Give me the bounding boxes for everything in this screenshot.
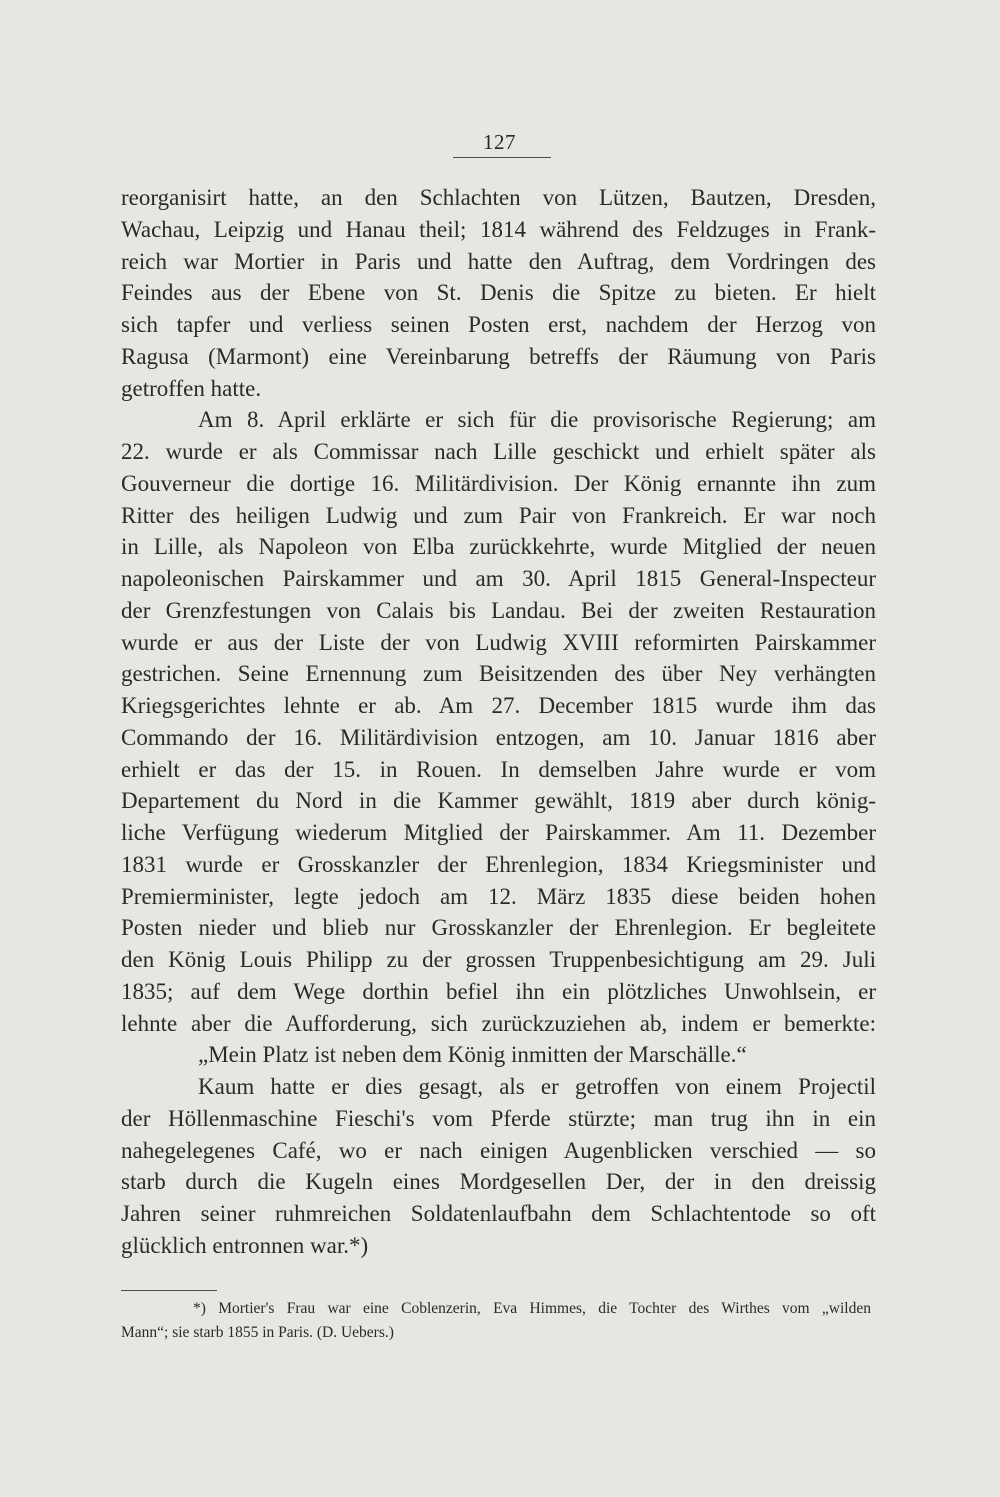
text-line: Commando der 16. Militärdivision entzogen, am 10. Januar 1816 aber <box>121 724 876 750</box>
header-rule <box>453 157 551 158</box>
footnote-line: Mann“; sie starb 1855 in Paris. (D. Uebers.) <box>121 1324 394 1341</box>
text-line: glücklich entronnen war.*) <box>121 1232 369 1258</box>
text-line: gestrichen. Seine Ernennung zum Beisitzenden des über Ney verhängten <box>121 661 876 687</box>
text-line: der Grenzfestungen von Calais bis Landau. Bei der zweiten Restauration <box>121 597 876 623</box>
footnote-rule <box>121 1290 217 1291</box>
text-line: 1835; auf dem Wege dorthin befiel ihn ein plötzliches Unwohlsein, er <box>121 978 876 1004</box>
text-line: wurde er aus der Liste der von Ludwig XVIII reformirten Pairskammer <box>121 629 876 655</box>
text-line: Ritter des heiligen Ludwig und zum Pair von Frankreich. Er war noch <box>121 502 876 528</box>
quote-line: „Mein Platz ist neben dem König inmitten der Marschälle.“ <box>198 1042 747 1068</box>
body-text <box>121 182 876 1262</box>
text-line: reich war Mortier in Paris und hatte den Auftrag, dem Vordringen des <box>121 248 876 274</box>
text-line: Wachau, Leipzig und Hanau theil; 1814 während des Feldzuges in Frank- <box>121 216 876 242</box>
footnote-line: *) Mortier's Frau war eine Coblenzerin, Eva Himmes, die Tochter des Wirthes vom „wilden <box>193 1300 871 1317</box>
text-line: Feindes aus der Ebene von St. Denis die Spitze zu bieten. Er hielt <box>121 280 876 306</box>
text-line: napoleonischen Pairskammer und am 30. April 1815 General-Inspecteur <box>121 566 876 591</box>
text-line: den König Louis Philipp zu der grossen Truppenbesichtigung am 29. Juli <box>121 947 876 972</box>
text-line: sich tapfer und verliess seinen Posten erst, nachdem der Herzog von <box>121 312 876 337</box>
text-line: in Lille, als Napoleon von Elba zurückkehrte, wurde Mitglied der neuen <box>121 534 876 560</box>
text-line: Jahren seiner ruhmreichen Soldatenlaufbahn dem Schlachtentode so oft <box>121 1201 876 1226</box>
text-line: Am 8. April erklärte er sich für die provisorische Regierung; am <box>198 407 876 433</box>
text-line: Premierminister, legte jedoch am 12. März 1835 diese beiden hohen <box>121 883 876 909</box>
text-line: Posten nieder und blieb nur Grosskanzler der Ehrenlegion. Er begleitete <box>121 915 876 941</box>
text-line: Kaum hatte er dies gesagt, als er getroffen von einem Projectil <box>198 1074 876 1099</box>
text-line: 22. wurde er als Commissar nach Lille geschickt und erhielt später als <box>121 439 876 464</box>
footnote <box>121 1297 871 1345</box>
text-line: liche Verfügung wiederum Mitglied der Pairskammer. Am 11. Dezember <box>121 820 876 845</box>
text-line: getroffen hatte. <box>121 375 262 401</box>
text-line: nahegelegenes Café, wo er nach einigen Augenblicken verschied — so <box>121 1137 876 1163</box>
text-line: lehnte aber die Aufforderung, sich zurückzuziehen ab, indem er bemerkte: <box>121 1010 876 1036</box>
text-line: reorganisirt hatte, an den Schlachten von Lützen, Bautzen, Dresden, <box>121 185 876 210</box>
text-line: 1831 wurde er Grosskanzler der Ehrenlegion, 1834 Kriegsminister und <box>121 851 876 877</box>
text-line: der Höllenmaschine Fieschi's vom Pferde stürzte; man trug ihn in ein <box>121 1105 876 1131</box>
text-line: Gouverneur die dortige 16. Militärdivision. Der König ernannte ihn zum <box>121 470 876 496</box>
text-line: Ragusa (Marmont) eine Vereinbarung betreffs der Räumung von Paris <box>121 343 876 369</box>
text-line: erhielt er das der 15. in Rouen. In demselben Jahre wurde er vom <box>121 756 876 782</box>
text-line: starb durch die Kugeln eines Mordgesellen Der, der in den dreissig <box>121 1169 876 1195</box>
text-line: Kriegsgerichtes lehnte er ab. Am 27. December 1815 wurde ihm das <box>121 693 876 718</box>
text-line: Departement du Nord in die Kammer gewählt, 1819 aber durch könig- <box>121 788 876 814</box>
page-number: 127 <box>483 130 516 154</box>
